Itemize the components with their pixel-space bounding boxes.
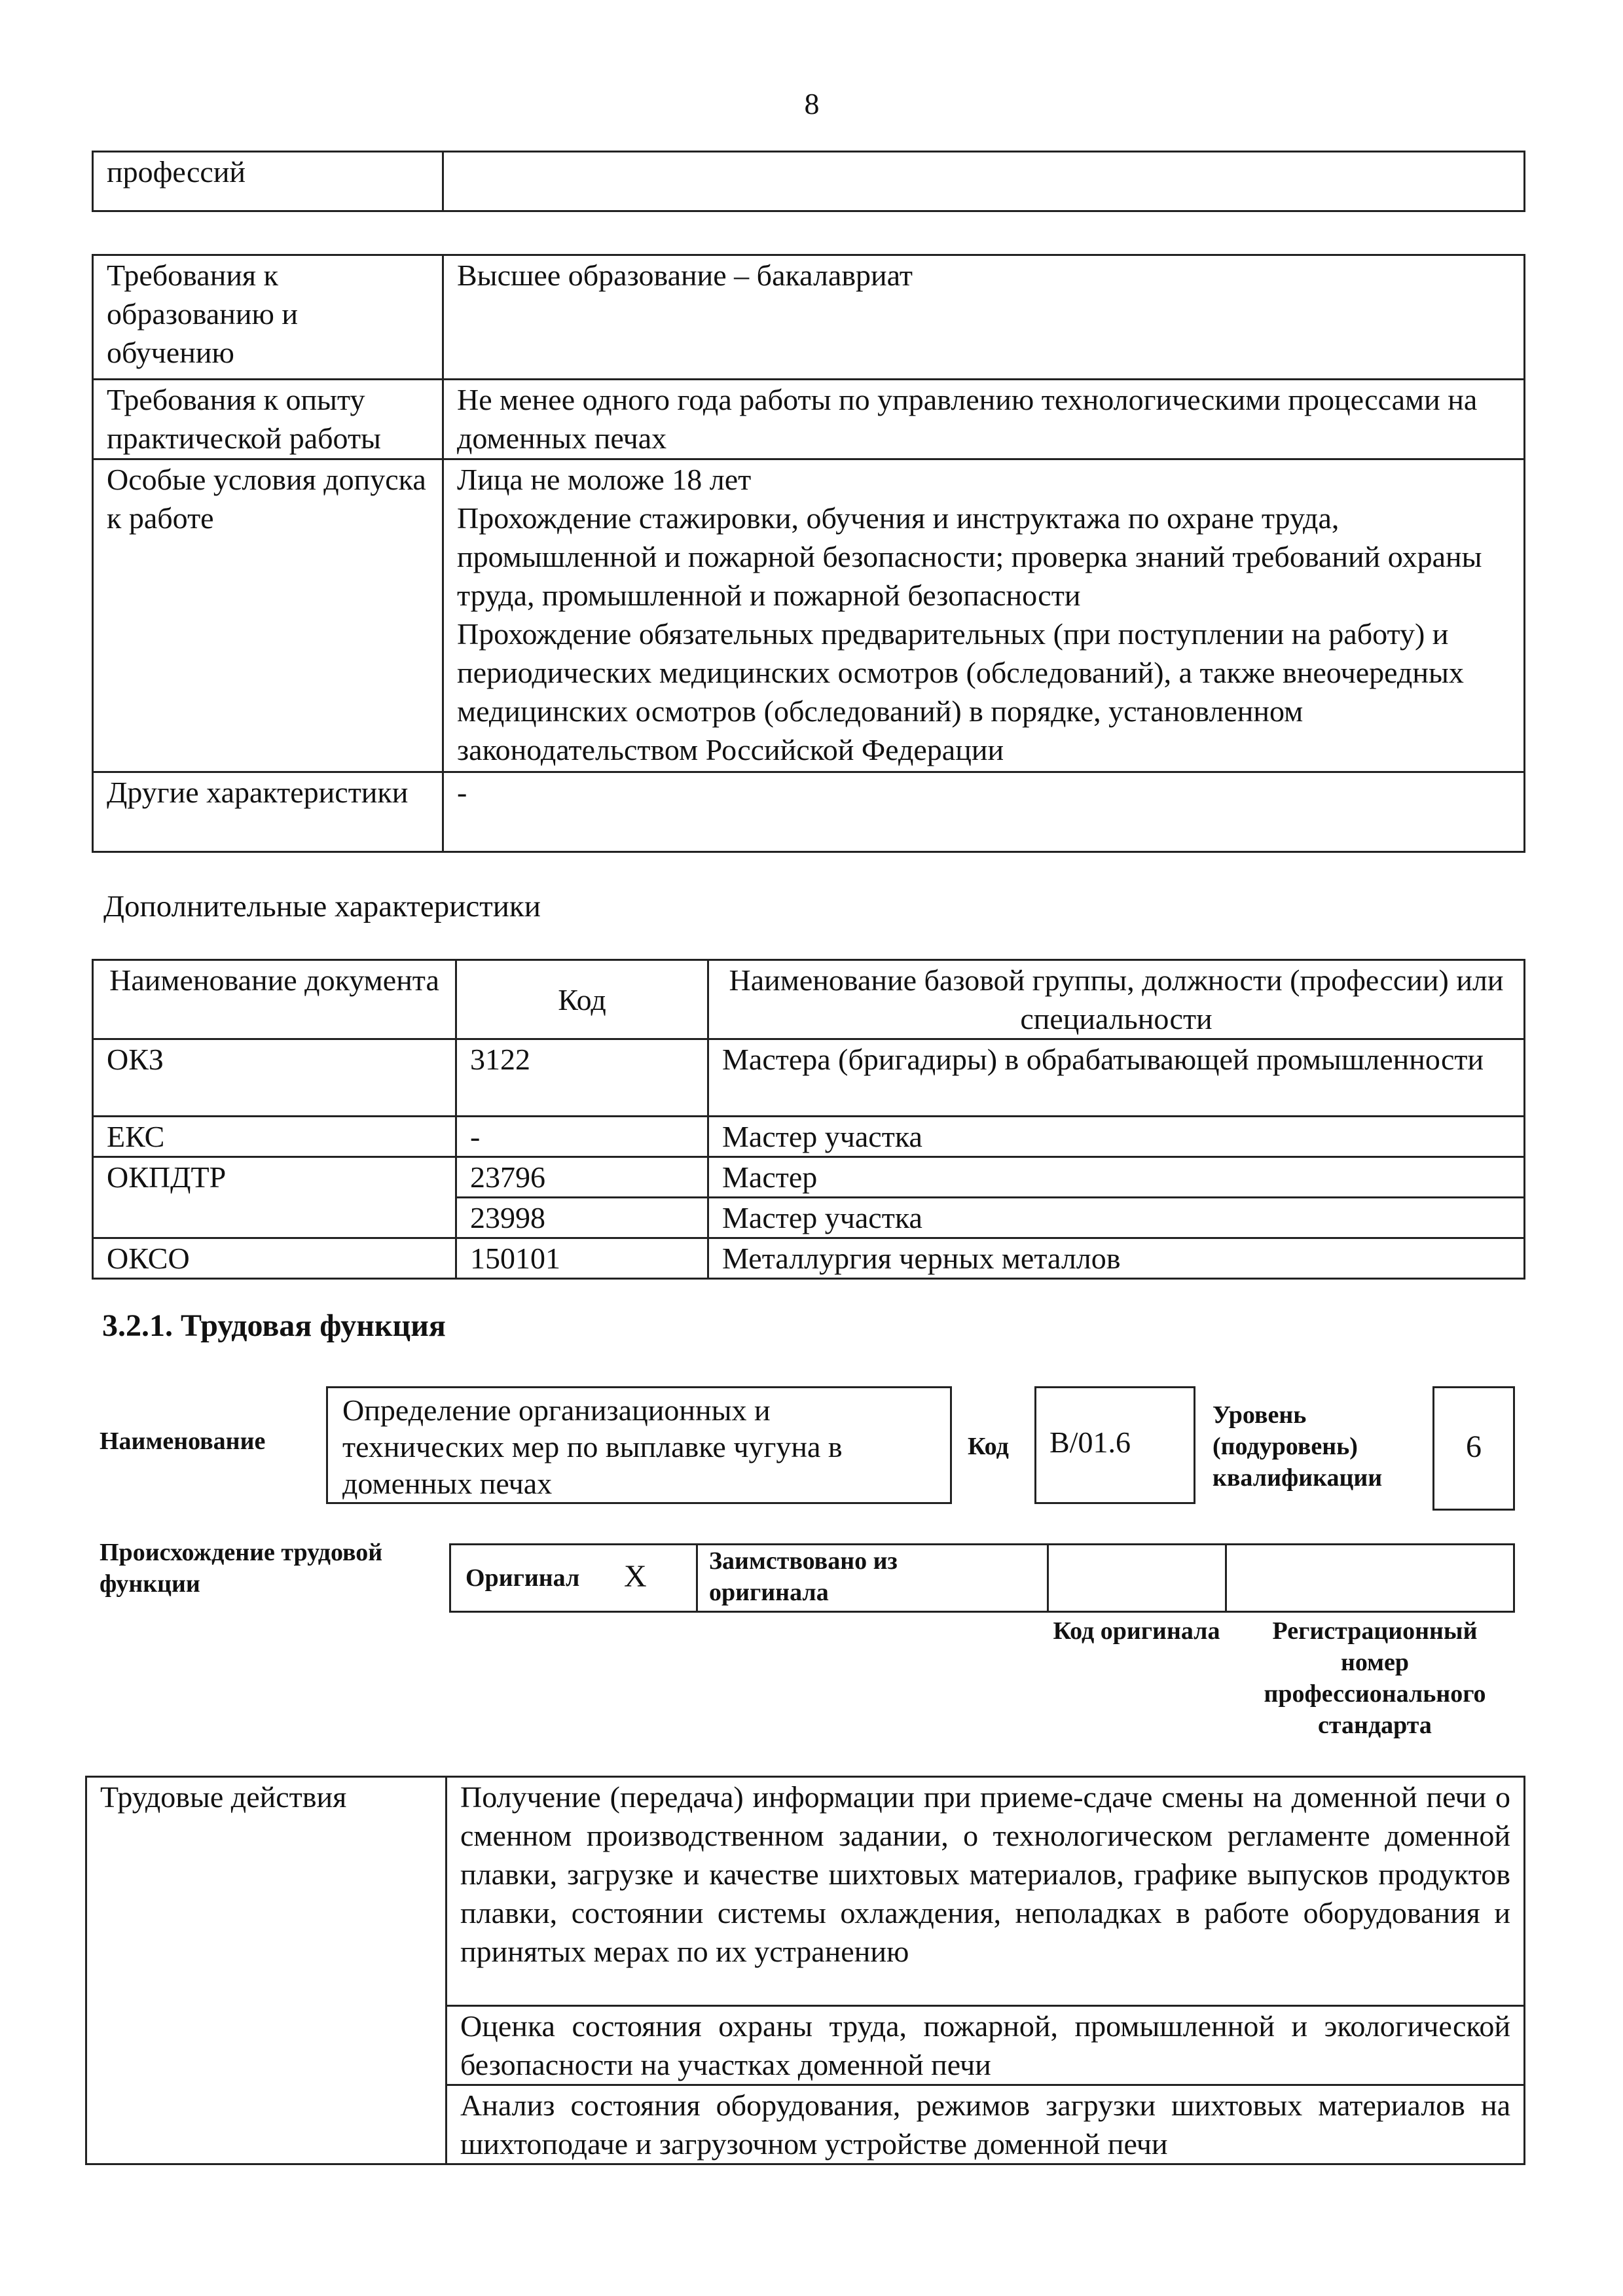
function-name: Определение организационных и технических мер по выплавке чугуна в доменных печах <box>342 1393 843 1500</box>
level-value: 6 <box>1466 1429 1482 1464</box>
additional-table <box>92 959 1525 1280</box>
requirement-line: Лица не моложе 18 лет <box>457 463 752 496</box>
requirement-value <box>443 380 1525 459</box>
top-table <box>92 151 1525 212</box>
header-document: Наименование документа <box>93 960 456 1039</box>
table-row <box>93 255 1525 380</box>
code-cell: 23998 <box>456 1198 708 1238</box>
table-row <box>86 1777 1525 2006</box>
labor-actions-table <box>85 1776 1525 2165</box>
code-cell: 3122 <box>456 1039 708 1117</box>
requirement-line: Не менее одного года работы по управлению технологическими процессами на доменных печах <box>457 383 1478 455</box>
table-row <box>93 1039 1525 1117</box>
code-cell: - <box>456 1117 708 1157</box>
requirement-line: - <box>457 776 467 809</box>
name-cell: Мастера (бригадиры) в обрабатывающей промышленности <box>708 1039 1525 1117</box>
doc-cell: ЕКС <box>93 1117 456 1157</box>
requirement-label: Другие характеристики <box>93 772 443 852</box>
origin-label: Происхождение трудовой функции <box>100 1539 383 1598</box>
additional-title: Дополнительные характеристики <box>103 889 541 924</box>
level-label: Уровень (подуровень) квалификации <box>1213 1401 1383 1492</box>
level-box <box>1432 1386 1515 1511</box>
labor-actions-label: Трудовые действия <box>86 1777 447 2164</box>
labor-action-item: Получение (передача) информации при приеме-сдаче смены на доменной печи о сменном производственном задании, о технологическом регламенте доменной плавки, загрузке и качестве шихтовых материалов, графике выпусков продуктов плавки, состоянии системы охлаждения, неполадках в работе оборудования и принятых мерах по их устранению <box>447 1777 1525 2006</box>
table-row <box>93 1157 1525 1198</box>
name-cell: Мастер участка <box>708 1198 1525 1238</box>
name-label: Наименование <box>100 1427 266 1455</box>
requirement-value <box>443 255 1525 380</box>
requirement-line: Прохождение стажировки, обучения и инструктажа по охране труда, промышленной и пожарной безопасности; проверка знаний требований охраны труда, промышленной и пожарной безопасности <box>457 501 1482 612</box>
labor-function-title: 3.2.1. Трудовая функция <box>102 1308 446 1343</box>
function-name-box <box>326 1386 952 1504</box>
top-row-label: профессий <box>93 152 443 211</box>
original-cell <box>451 1545 698 1611</box>
divider <box>1047 1545 1049 1611</box>
name-cell: Мастер <box>708 1157 1525 1198</box>
divider <box>1225 1545 1227 1611</box>
original-mark: X <box>624 1559 647 1594</box>
requirement-value <box>443 459 1525 772</box>
requirement-label: Требования к опыту практической работы <box>93 380 443 459</box>
code-label: Код <box>968 1433 1009 1460</box>
requirement-value <box>443 772 1525 852</box>
code-cell: 23796 <box>456 1157 708 1198</box>
table-row <box>93 1117 1525 1157</box>
labor-action-item: Анализ состояния оборудования, режимов загрузки шихтовых материалов на шихтоподаче и загрузочном устройстве доменной печи <box>447 2085 1525 2164</box>
requirement-line: Высшее образование – бакалавриат <box>457 259 913 292</box>
doc-cell: ОКЗ <box>93 1039 456 1117</box>
header-code: Код <box>456 960 708 1039</box>
name-cell: Мастер участка <box>708 1117 1525 1157</box>
table-row <box>93 152 1525 211</box>
table-row <box>93 960 1525 1039</box>
original-label: Оригинал <box>465 1564 580 1592</box>
reg-number-label: Регистрационный номер профессионального стандарта <box>1264 1617 1486 1739</box>
requirement-label: Особые условия допуска к работе <box>93 459 443 772</box>
top-row-value <box>443 152 1525 211</box>
requirement-line: Прохождение обязательных предварительных (при поступлении на работу) и периодических медицинских осмотров (обследований), а также внеочередных медицинских осмотров (обследований) в порядке, установленном законодательством Российской Федерации <box>457 617 1464 766</box>
table-row <box>93 772 1525 852</box>
table-row <box>93 459 1525 772</box>
origin-table <box>449 1543 1515 1613</box>
borrowed-label: Заимствовано из оригинала <box>709 1547 898 1606</box>
name-cell: Металлургия черных металлов <box>708 1238 1525 1279</box>
requirement-label: Требования к образованию и обучению <box>93 255 443 380</box>
doc-cell: ОКПДТР <box>93 1157 456 1238</box>
header-name: Наименование базовой группы, должности (профессии) или специальности <box>708 960 1525 1039</box>
requirements-table <box>92 254 1525 853</box>
function-code: B/01.6 <box>1049 1426 1131 1459</box>
doc-cell: ОКСО <box>93 1238 456 1279</box>
function-code-box <box>1034 1386 1195 1504</box>
code-cell: 150101 <box>456 1238 708 1279</box>
page-number: 8 <box>804 87 820 120</box>
table-row <box>93 1238 1525 1279</box>
table-row <box>93 380 1525 459</box>
code-original-label: Код оригинала <box>1053 1617 1220 1645</box>
labor-action-item: Оценка состояния охраны труда, пожарной, промышленной и экологической безопасности на участках доменной печи <box>447 2006 1525 2085</box>
